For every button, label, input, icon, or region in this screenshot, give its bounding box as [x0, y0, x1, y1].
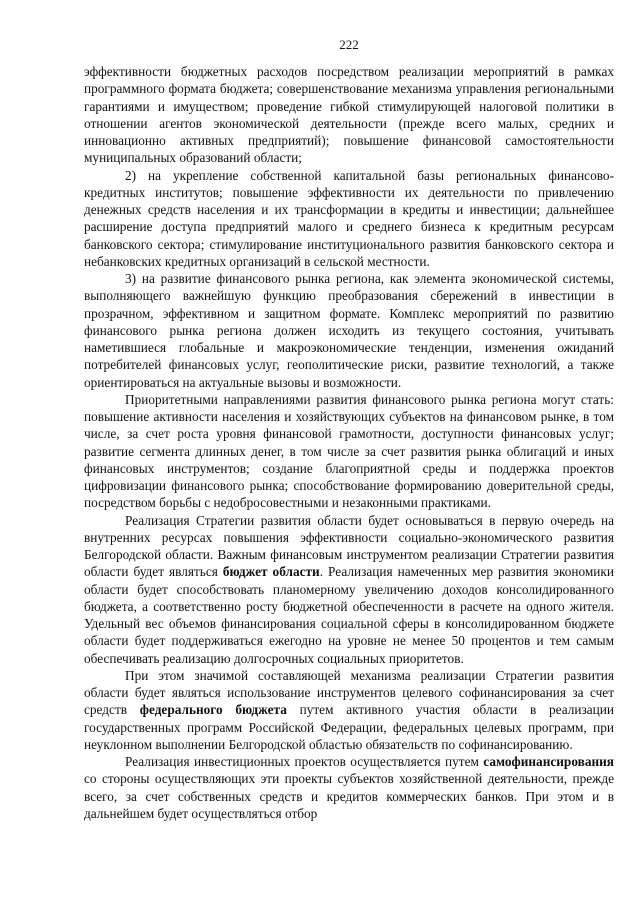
text-segment: со стороны осуществляющих эти проекты субъектов хозяйственной деятельности, прежде всего, за счет собственных средств и кредитов коммерческих банков. При этом и в дальнейшем будет осуществляться отбор [84, 771, 614, 821]
paragraph-5 [84, 512, 614, 667]
paragraph-3 [84, 270, 614, 391]
paragraph-4 [84, 391, 614, 512]
paragraph-1 [84, 63, 614, 167]
paragraph-2 [84, 167, 614, 271]
text-segment: 2) на укрепление собственной капитальной базы региональных финансово-кредитных институтов; повышение эффективности их деятельности по привлечению денежных средств населения и их трансформации в кредиты и инвестиции; дальнейшее расширение доступа предприятий малого и среднего бизнеса к кредитным ресурсам банковского сектора; стимулирование институционального развития банковского сектора и небанковских кредитных организаций в сельской местности. [84, 167, 614, 269]
text-segment: Приоритетными направлениями развития финансового рынка региона могут стать: повышение активности населения и хозяйствующих субъектов на финансовом рынке, в том числе, за счет роста уровня финансовой грамотности, доступности финансовых услуг; развитие сегмента длинных денег, в том числе за счет развития рынка облигаций и иных финансовых инструментов; создание благоприятной среды и поддержка проектов цифровизации финансового рынка; способствование формированию доверительной среды, посредством борьбы с недобросовестными и незаконными практиками. [84, 391, 614, 511]
paragraph-7 [84, 753, 614, 822]
bold-term: бюджет области [222, 564, 320, 580]
body-text [84, 63, 614, 822]
page-number: 222 [339, 37, 359, 52]
text-segment: 3) на развитие финансового рынка региона, как элемента экономической системы, выполняющего важнейшую функцию преобразования сбережений в инвестиции в прозрачном, эффективном и защитном формате. Комплекс мероприятий по развитию финансового рынка региона должен исходить из текущего состояния, учитывать наметившиеся глобальные и макроэкономические тенденции, изменения ожиданий потребителей финансовых услуг, геополитические риски, развитие технологий, а также ориентироваться на актуальные вызовы и возможности. [84, 271, 614, 390]
text-segment: . Реализация намеченных мер развития экономики области будет способствовать планомерному увеличению доходов консолидированного бюджета, а соответственно росту бюджетной обеспеченности в расчете на одного жителя. Удельный вес объемов финансирования социальной сферы в консолидированном бюджете области будет поддерживаться ежегодно на уровне не менее 50 процентов и тем самым обеспечивать реализацию долгосрочных социальных приоритетов. [84, 564, 614, 666]
bold-term: самофинансирования [483, 754, 614, 769]
text-segment: При этом значимой составляющей механизма реализации Стратегии развития области будет являться использование инструментов целевого софинансирования за счет средств [84, 667, 614, 718]
text-segment: эффективности бюджетных расходов посредством реализации мероприятий в рамках программного формата бюджета; совершенствование механизма управления региональными гарантиями и имуществом; проведение гибкой стимулирующей налоговой политики в отношении агентов экономической деятельности (прежде всего малых, средних и инновационно активных предприятий); повышение финансовой самостоятельности муниципальных образований области; [84, 64, 614, 166]
paragraph-6 [84, 667, 614, 753]
bold-term: федерального бюджета [139, 702, 287, 718]
text-segment: Реализация Стратегии развития области будет основываться в первую очередь на внутренних ресурсах повышения эффективности социально-экономического развития Белгородской области. Важным финансовым инструментом реализации Стратегии развития области будет являться [84, 512, 614, 580]
text-segment: Реализация инвестиционных проектов осуществляется путем [125, 754, 484, 769]
text-segment: путем активного участия области в реализации государственных программ Российской Федерации, федеральных целевых программ, при неуклонном выполнении Белгородской областью обязательств по софинансированию. [84, 702, 614, 752]
